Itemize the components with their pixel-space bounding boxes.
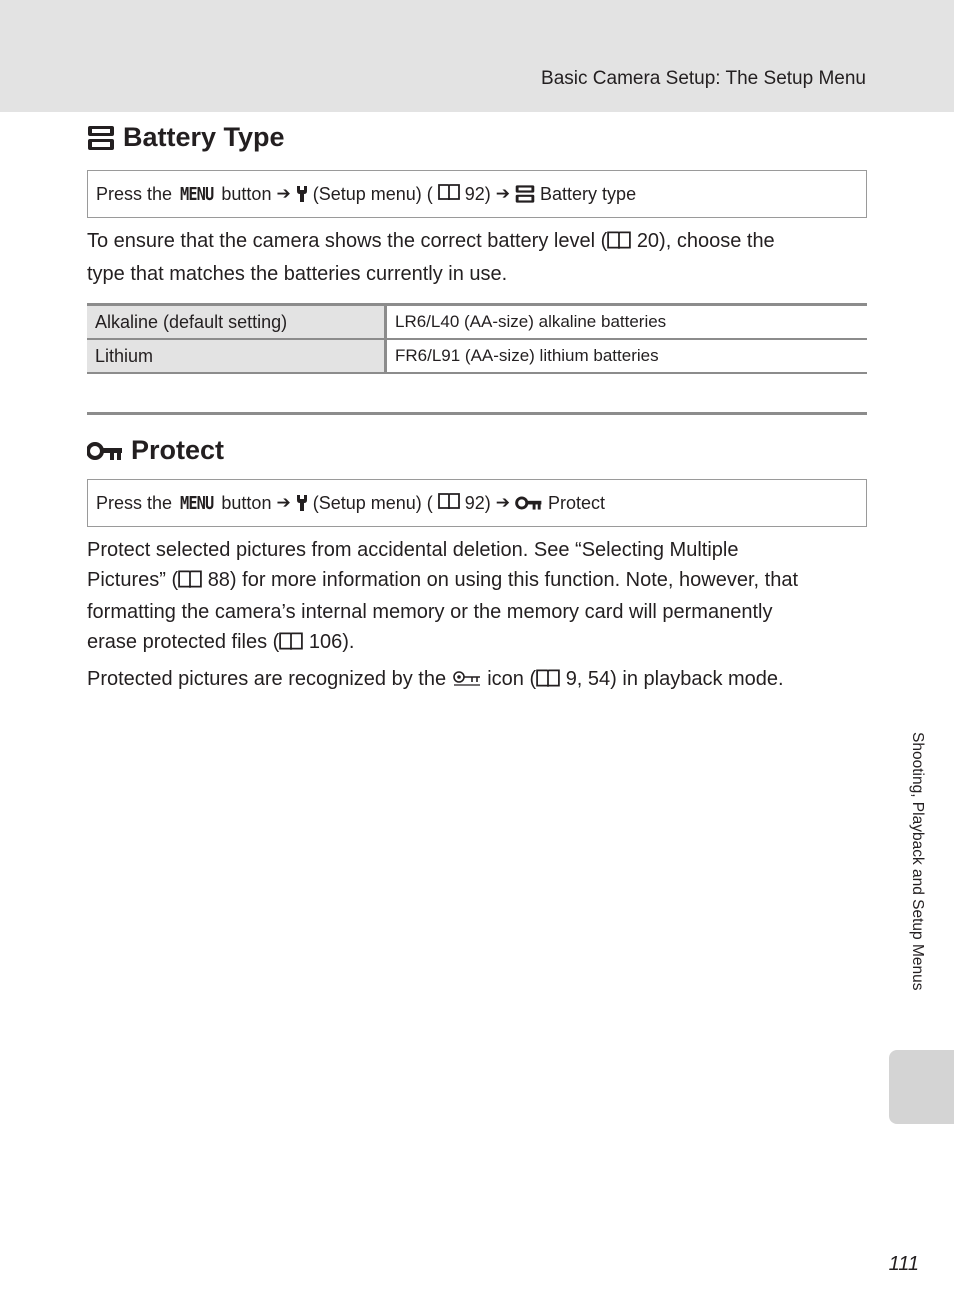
battery-menu-path <box>87 170 867 218</box>
book-reference-icon <box>607 230 631 260</box>
nav-setup-text: (Setup menu) ( <box>312 183 433 204</box>
protect-key-icon <box>87 440 123 462</box>
arrow-right-icon: ➔ <box>495 493 511 512</box>
battery-options-table <box>87 303 867 374</box>
protect-section <box>87 435 867 698</box>
protect-heading <box>87 435 867 466</box>
header-band <box>0 0 954 112</box>
table-row <box>87 339 867 373</box>
book-reference-icon <box>279 631 303 661</box>
running-header: Basic Camera Setup: The Setup Menu <box>541 68 866 89</box>
battery-paragraph: To ensure that the camera shows the correct battery level ( 20), choose the type that matches the batteries currently in use. <box>87 230 775 285</box>
nav-setup-page: 92) <box>464 492 491 513</box>
nav-button-text: button <box>221 492 272 513</box>
description-cell: LR6/L40 (AA-size) alkaline batteries <box>395 312 667 331</box>
protect-menu-path <box>87 479 867 527</box>
book-reference-icon <box>438 183 460 206</box>
protect-description <box>87 536 867 698</box>
battery-description <box>87 227 867 289</box>
protect-paragraph-2: Protected pictures are recognized by the icon ( 9, 54) in playback mode. <box>87 665 867 698</box>
battery-type-section <box>87 122 867 374</box>
book-reference-icon <box>178 569 202 599</box>
nav-setup-text: (Setup menu) ( <box>312 492 433 513</box>
wrench-icon <box>296 185 308 203</box>
option-cell: Lithium <box>87 339 386 373</box>
chapter-tab <box>889 1050 954 1124</box>
battery-type-icon <box>515 184 535 204</box>
nav-target-text: Protect <box>548 492 606 513</box>
section-divider <box>87 412 867 415</box>
wrench-icon <box>296 494 308 512</box>
protect-title: Protect <box>131 435 225 465</box>
arrow-right-icon: ➔ <box>495 184 511 203</box>
battery-type-icon <box>87 124 115 152</box>
arrow-right-icon: ➔ <box>276 184 291 203</box>
arrow-right-icon: ➔ <box>276 493 291 512</box>
menu-button-label: MENU <box>179 492 214 514</box>
table-row <box>87 305 867 340</box>
nav-press-text: Press the <box>96 183 173 204</box>
description-cell: FR6/L91 (AA-size) lithium batteries <box>386 339 868 373</box>
nav-setup-page: 92) <box>464 183 491 204</box>
option-cell: Alkaline (default setting) <box>87 305 386 340</box>
book-reference-icon <box>536 668 560 698</box>
nav-button-text: button <box>221 183 272 204</box>
battery-type-title: Battery Type <box>123 122 285 152</box>
protect-key-icon <box>515 495 543 511</box>
battery-type-heading <box>87 122 867 153</box>
protected-picture-icon <box>452 669 482 687</box>
book-reference-icon <box>438 492 460 515</box>
nav-target-text: Battery type <box>540 183 637 204</box>
chapter-side-label: Shooting, Playback and Setup Menus <box>909 732 926 991</box>
page-number: 111 <box>888 1253 919 1275</box>
nav-press-text: Press the <box>96 492 173 513</box>
protect-paragraph-1: Protect selected pictures from accidental deletion. See “Selecting Multiple Pictures” ( 88) for more information on using this function. Note, however, that formatting the camera’s internal memory or the memory card will permanently erase protected files ( 106). <box>87 536 867 660</box>
menu-button-label: MENU <box>179 183 214 205</box>
